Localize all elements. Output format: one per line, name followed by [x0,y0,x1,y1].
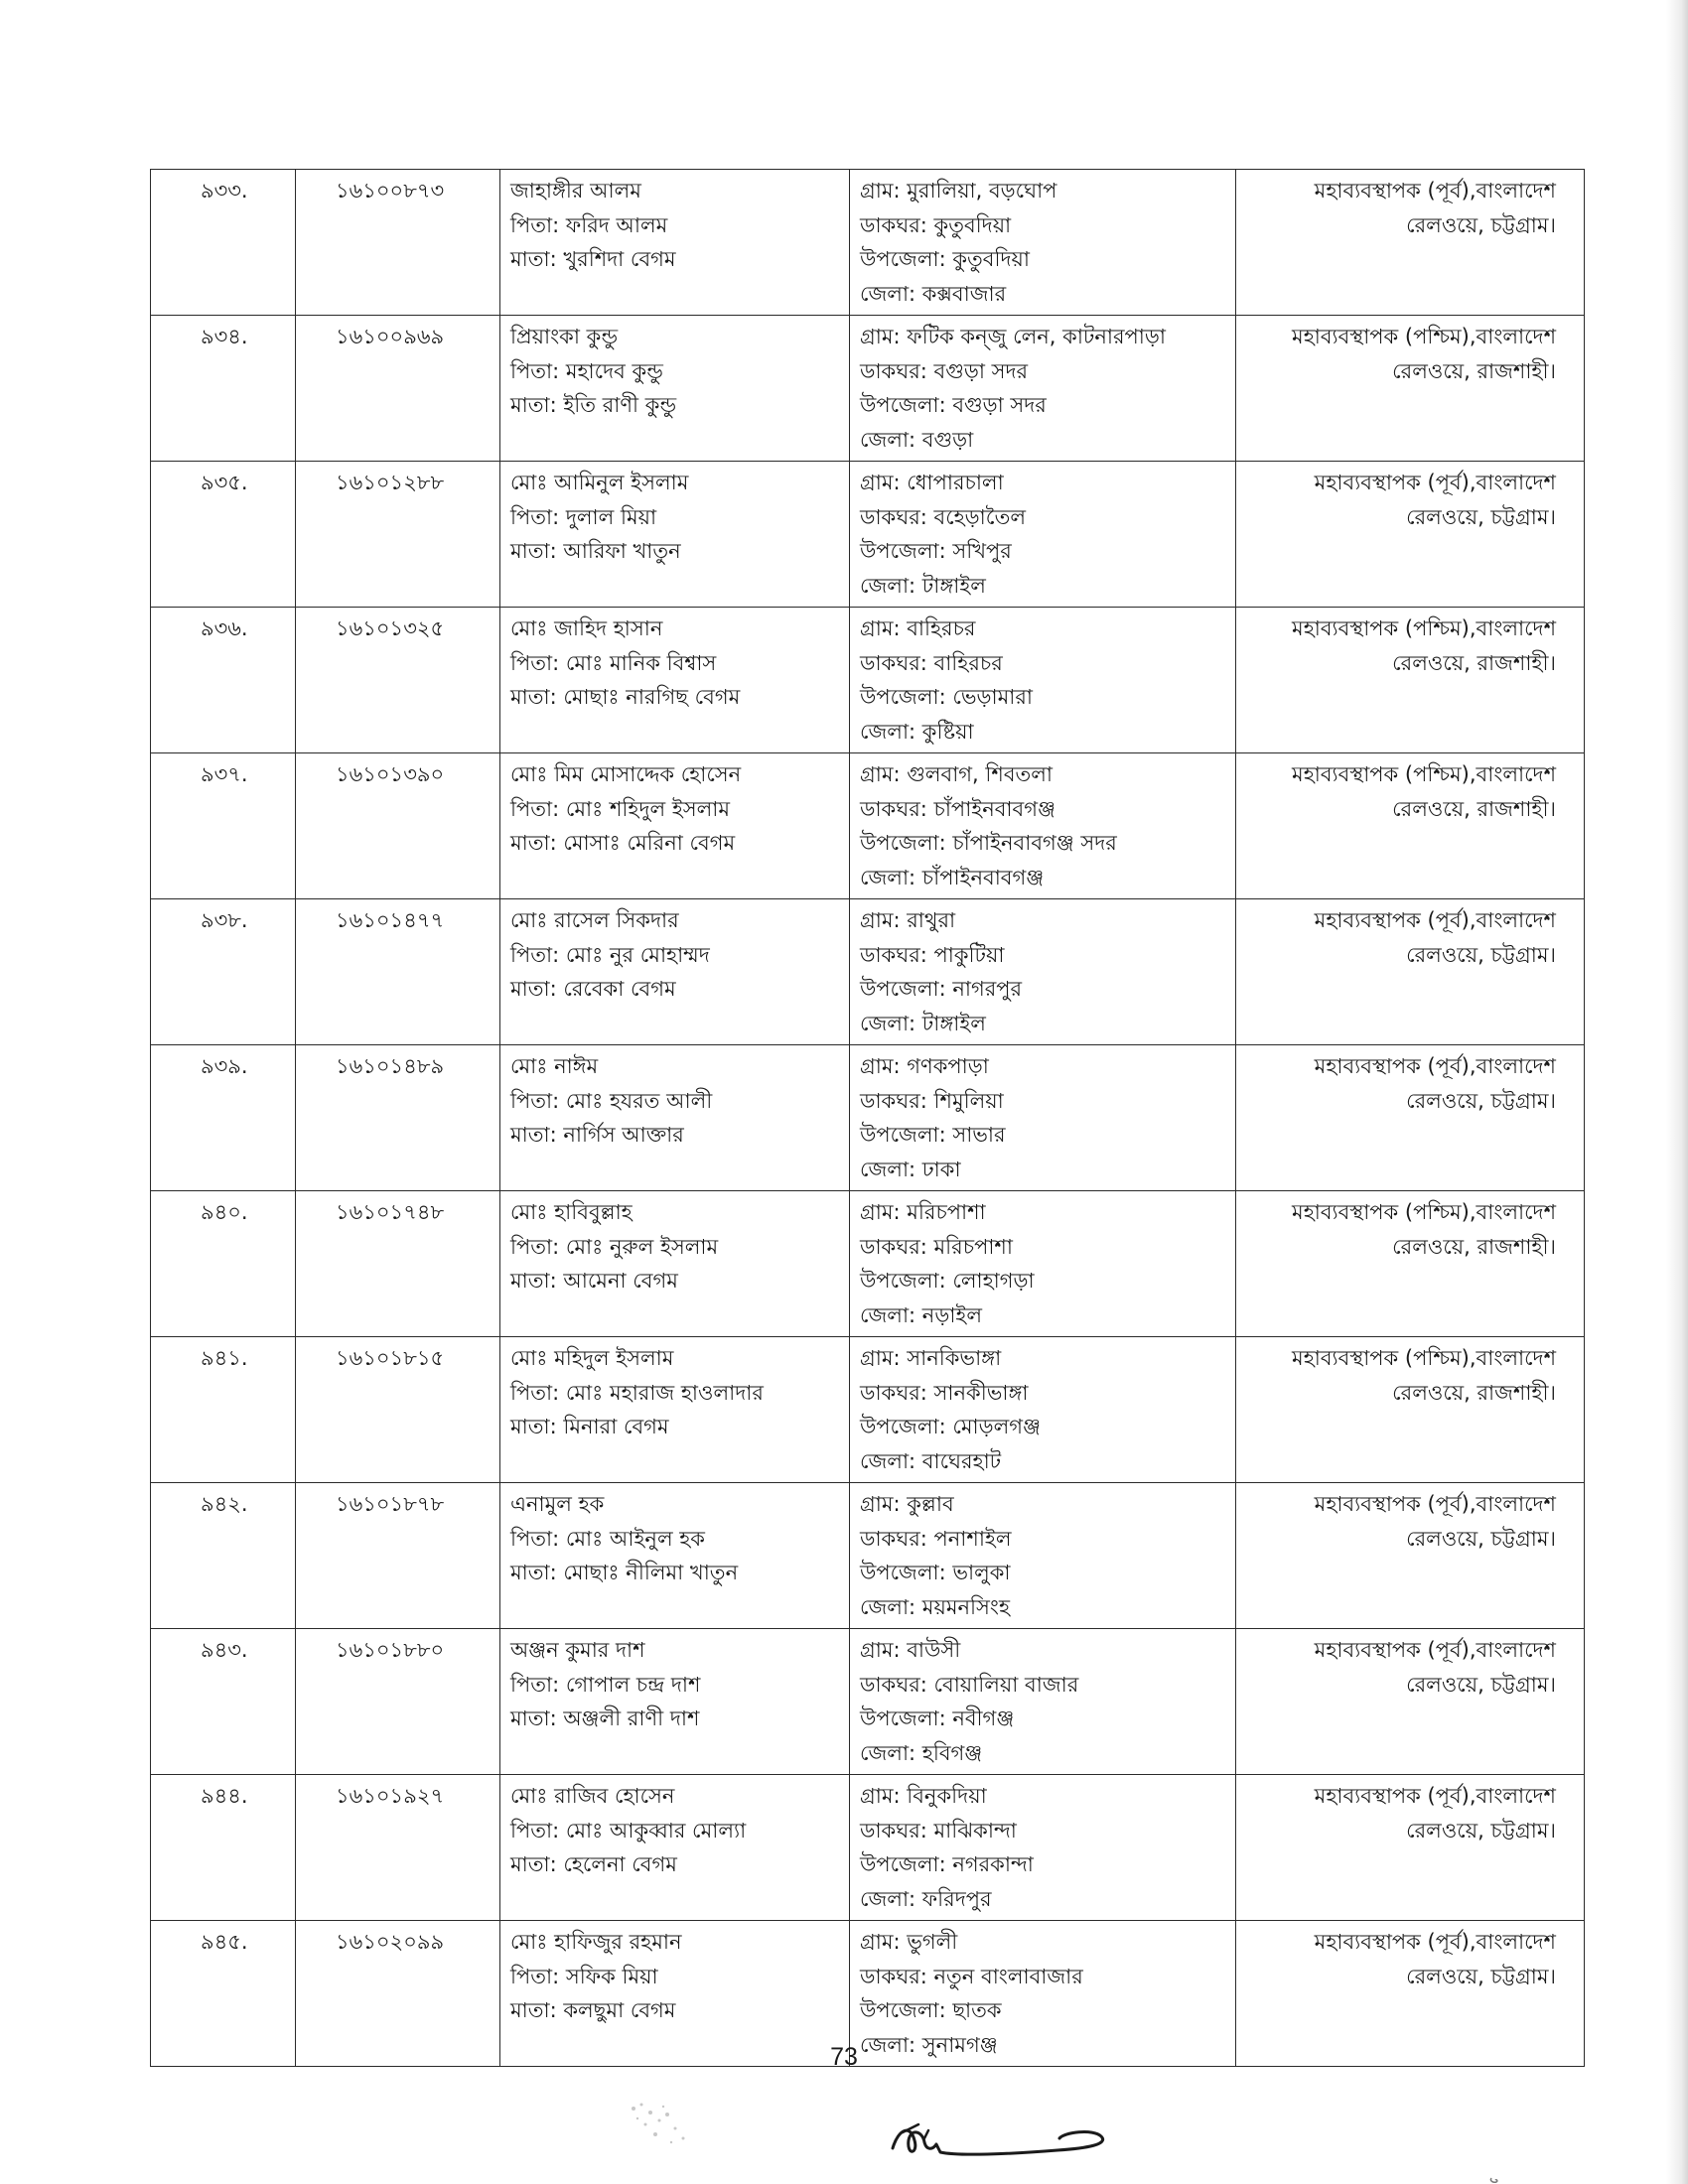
office-cell [1236,753,1585,899]
candidate-name: মোঃ মিম মোসাদ্দেক হোসেন [510,762,742,786]
office-line-1: মহাব্যবস্থাপক (পশ্চিম),বাংলাদেশ [1292,616,1556,640]
roll-cell [296,462,500,608]
person-cell [500,1775,850,1921]
serial-number: ৯৩৮. [201,908,248,932]
office-line-1: মহাব্যবস্থাপক (পশ্চিম),বাংলাদেশ [1292,325,1556,348]
serial-number: ৯৩৬. [201,616,248,640]
address-post-office: ডাকঘর: পাকুটিয়া [860,942,1005,967]
serial-number: ৯৩৯. [201,1054,248,1078]
table-row [151,1337,1585,1483]
person-cell [500,1629,850,1775]
address-post-office: ডাকঘর: শিমুলিয়া [860,1088,1004,1113]
office-line-2: রেলওয়ে, চট্টগ্রাম। [1406,1088,1556,1113]
table-row [151,899,1585,1045]
serial-number: ৯৩৭. [201,762,248,786]
office-line-2: রেলওয়ে, চট্টগ্রাম। [1406,504,1556,529]
address-upazila: উপজেলা: ভেড়ামারা [860,685,1033,709]
address-cell [850,1629,1236,1775]
candidate-name: মোঃ জাহিদ হাসান [510,616,663,640]
father-name: পিতা: মোঃ মানিক বিশ্বাস [510,650,717,675]
table-row [151,753,1585,899]
candidate-name: প্রিয়াংকা কুন্ডু [510,325,619,348]
mother-name: মাতা: কলছুমা বেগম [510,1998,676,2022]
father-name: পিতা: দুলাল মিয়া [510,504,657,529]
serial-cell [151,1191,296,1337]
address-cell [850,1337,1236,1483]
address-post-office: ডাকঘর: বহেড়াতৈল [860,504,1026,529]
address-village: গ্রাম: বাউসী [860,1638,961,1662]
address-district: জেলা: ফরিদপুর [860,1886,992,1911]
address-post-office: ডাকঘর: নতুন বাংলাবাজার [860,1964,1083,1988]
mother-name: মাতা: নার্গিস আক্তার [510,1123,684,1147]
address-district: জেলা: ময়মনসিংহ [860,1594,1010,1619]
roll-number: ১৬১০১৯২৭ [336,1784,445,1808]
office-cell [1236,899,1585,1045]
address-cell [850,1191,1236,1337]
mother-name: মাতা: মোছাঃ নারগিছ বেগম [510,685,741,709]
address-cell [850,170,1236,316]
roll-number: ১৬১০১৮৮০ [336,1638,445,1662]
candidate-name: মোঃ হাফিজুর রহমান [510,1930,682,1954]
address-district: জেলা: বগুড়া [860,427,974,452]
address-district: জেলা: কক্সবাজার [860,281,1007,306]
person-cell [500,170,850,316]
person-cell [500,1045,850,1191]
office-line-2: রেলওয়ে, চট্টগ্রাম। [1406,1526,1556,1551]
roll-number: ১৬১০১৩২৫ [336,616,445,640]
candidate-list-table [150,169,1585,2067]
address-district: জেলা: সুনামগঞ্জ [860,2032,998,2057]
address-upazila: উপজেলা: চাঁপাইনবাবগঞ্জ সদর [860,831,1117,855]
serial-number: ৯৪৫. [201,1930,248,1954]
address-cell [850,462,1236,608]
father-name: পিতা: মোঃ নুরুল ইসলাম [510,1234,719,1259]
address-village: গ্রাম: মরিচপাশা [860,1200,986,1224]
candidate-name: অঞ্জন কুমার দাশ [510,1638,645,1662]
table-row [151,1629,1585,1775]
office-line-2: রেলওয়ে, চট্টগ্রাম। [1406,1964,1556,1988]
mother-name: মাতা: মিনারা বেগম [510,1415,669,1438]
address-cell [850,1775,1236,1921]
candidate-name: মোঃ রাসেল সিকদার [510,908,679,932]
office-line-1: মহাব্যবস্থাপক (পূর্ব),বাংলাদেশ [1314,179,1556,203]
office-line-2: রেলওয়ে, রাজশাহী। [1392,358,1556,383]
father-name: পিতা: মোঃ নুর মোহাম্মদ [510,942,710,967]
faint-stamp-mark [616,2095,705,2154]
mother-name: মাতা: মোসাঃ মেরিনা বেগম [510,831,736,855]
address-village: গ্রাম: বিনুকদিয়া [860,1784,987,1808]
mother-name: মাতা: খুরশিদা বেগম [510,247,676,271]
roll-number: ১৬১০১২৮৮ [336,471,445,494]
office-line-2: রেলওয়ে, রাজশাহী। [1392,650,1556,675]
table-row [151,316,1585,462]
office-cell [1236,1629,1585,1775]
father-name: পিতা: মোঃ আকুব্বার মোল্যা [510,1818,747,1843]
person-cell [500,1337,850,1483]
address-district: জেলা: নড়াইল [860,1302,982,1327]
mother-name: মাতা: অঞ্জলী রাণী দাশ [510,1706,700,1730]
office-line-1: মহাব্যবস্থাপক (পূর্ব),বাংলাদেশ [1314,908,1556,932]
address-upazila: উপজেলা: সাভার [860,1123,1006,1147]
father-name: পিতা: সফিক মিয়া [510,1964,658,1988]
serial-number: ৯৪৩. [201,1638,248,1662]
address-post-office: ডাকঘর: বগুড়া সদর [860,358,1029,383]
address-village: গ্রাম: কুল্লাব [860,1492,954,1516]
address-post-office: ডাকঘর: কুতুবদিয়া [860,212,1012,237]
address-upazila: উপজেলা: কুতুবদিয়া [860,247,1030,271]
roll-cell [296,316,500,462]
address-village: গ্রাম: গণকপাড়া [860,1054,989,1078]
office-line-1: মহাব্যবস্থাপক (পশ্চিম),বাংলাদেশ [1292,762,1556,786]
serial-cell [151,170,296,316]
address-cell [850,753,1236,899]
candidate-list-body [151,170,1585,2067]
office-cell [1236,170,1585,316]
table-row [151,1483,1585,1629]
roll-number: ১৬১০১৮৭৮ [336,1492,445,1516]
roll-cell [296,899,500,1045]
father-name: পিতা: মোঃ শহিদুল ইসলাম [510,796,731,821]
table-row [151,1191,1585,1337]
roll-cell [296,1483,500,1629]
address-upazila: উপজেলা: নবীগঞ্জ [860,1706,1015,1730]
address-upazila: উপজেলা: মোড়লগঞ্জ [860,1415,1041,1438]
office-line-1: মহাব্যবস্থাপক (পশ্চিম),বাংলাদেশ [1292,1200,1556,1224]
table-row [151,462,1585,608]
address-district: জেলা: কুষ্টিয়া [860,719,974,744]
address-cell [850,899,1236,1045]
office-line-2: রেলওয়ে, রাজশাহী। [1392,796,1556,821]
address-upazila: উপজেলা: সখিপুর [860,539,1012,563]
address-upazila: উপজেলা: ভালুকা [860,1561,1011,1584]
mother-name: মাতা: হেলেনা বেগম [510,1852,677,1876]
candidate-name: জাহাঙ্গীর আলম [510,179,641,203]
address-cell [850,1483,1236,1629]
mother-name: মাতা: মোছাঃ নীলিমা খাতুন [510,1561,739,1584]
serial-cell [151,1483,296,1629]
address-district: জেলা: টাঙ্গাইল [860,1011,986,1035]
office-line-1: মহাব্যবস্থাপক (পূর্ব),বাংলাদেশ [1314,1492,1556,1516]
address-post-office: ডাকঘর: বাহিরচর [860,650,1003,675]
address-village: গ্রাম: রাথুরা [860,908,956,932]
signature [889,2111,1127,2170]
corner-scribble [1487,2176,1507,2184]
person-cell [500,753,850,899]
serial-number: ৯৪১. [201,1346,248,1370]
serial-cell [151,899,296,1045]
address-village: গ্রাম: ফটিক কন্জু লেন, কাটনারপাড়া [860,325,1166,348]
roll-cell [296,1337,500,1483]
office-cell [1236,1483,1585,1629]
office-line-2: রেলওয়ে, চট্টগ্রাম। [1406,942,1556,967]
serial-cell [151,1337,296,1483]
office-line-1: মহাব্যবস্থাপক (পূর্ব),বাংলাদেশ [1314,1054,1556,1078]
serial-cell [151,462,296,608]
candidate-name: মোঃ নাঈম [510,1054,599,1078]
father-name: পিতা: মোঃ আইনুল হক [510,1526,706,1551]
person-cell [500,1483,850,1629]
address-district: জেলা: চাঁপাইনবাবগঞ্জ [860,865,1045,889]
address-village: গ্রাম: সানকিভাঙ্গা [860,1346,1002,1370]
address-post-office: ডাকঘর: সানকীভাঙ্গা [860,1380,1029,1405]
serial-cell [151,1045,296,1191]
office-line-2: রেলওয়ে, চট্টগ্রাম। [1406,212,1556,237]
serial-cell [151,1629,296,1775]
office-cell [1236,608,1585,753]
table-row [151,1045,1585,1191]
serial-number: ৯৩৫. [201,471,248,494]
roll-number: ১৬১০১৭৪৮ [336,1200,445,1224]
address-cell [850,316,1236,462]
serial-cell [151,753,296,899]
page-number: 73 [830,2043,858,2071]
office-line-2: রেলওয়ে, চট্টগ্রাম। [1406,1818,1556,1843]
mother-name: মাতা: রেবেকা বেগম [510,977,676,1001]
address-district: জেলা: বাঘেরহাট [860,1448,1002,1473]
father-name: পিতা: মহাদেব কুন্ডু [510,358,663,383]
office-line-1: মহাব্যবস্থাপক (পূর্ব),বাংলাদেশ [1314,1930,1556,1954]
office-cell [1236,1337,1585,1483]
roll-number: ১৬১০০৯৬৯ [336,325,445,348]
mother-name: মাতা: আরিফা খাতুন [510,539,681,563]
address-post-office: ডাকঘর: বোয়ালিয়া বাজার [860,1672,1079,1697]
roll-number: ১৬১০১৩৯০ [336,762,445,786]
office-cell [1236,316,1585,462]
roll-number: ১৬১০১৪৮৯ [336,1054,445,1078]
office-line-2: রেলওয়ে, রাজশাহী। [1392,1380,1556,1405]
roll-number: ১৬১০২০৯৯ [336,1930,445,1954]
person-cell [500,1191,850,1337]
roll-number: ১৬১০১৮১৫ [336,1346,445,1370]
roll-cell [296,1191,500,1337]
page-edge-shadow [1666,0,1688,2184]
father-name: পিতা: মোঃ মহারাজ হাওলাদার [510,1380,764,1405]
office-cell [1236,1775,1585,1921]
father-name: পিতা: গোপাল চন্দ্র দাশ [510,1672,701,1697]
table-row [151,608,1585,753]
address-village: গ্রাম: বাহিরচর [860,616,976,640]
office-line-1: মহাব্যবস্থাপক (পূর্ব),বাংলাদেশ [1314,1638,1556,1662]
office-cell [1236,462,1585,608]
address-village: গ্রাম: ধোপারচালা [860,471,1004,494]
address-post-office: ডাকঘর: পনাশাইল [860,1526,1012,1551]
office-cell [1236,1045,1585,1191]
address-village: গ্রাম: গুলবাগ, শিবতলা [860,762,1054,786]
roll-number: ১৬১০১৪৭৭ [336,908,445,932]
address-upazila: উপজেলা: নগরকান্দা [860,1852,1034,1876]
office-line-2: রেলওয়ে, চট্টগ্রাম। [1406,1672,1556,1697]
roll-cell [296,608,500,753]
serial-number: ৯৩৪. [201,325,248,348]
father-name: পিতা: ফরিদ আলম [510,212,668,237]
office-line-1: মহাব্যবস্থাপক (পূর্ব),বাংলাদেশ [1314,1784,1556,1808]
address-district: জেলা: ঢাকা [860,1157,961,1181]
roll-cell [296,1775,500,1921]
mother-name: মাতা: ইতি রাণী কুন্ডু [510,393,677,417]
table-row [151,1775,1585,1921]
father-name: পিতা: মোঃ হযরত আলী [510,1088,713,1113]
address-village: গ্রাম: ভুগলী [860,1930,958,1954]
address-upazila: উপজেলা: নাগরপুর [860,977,1023,1001]
candidate-name: মোঃ আমিনুল ইসলাম [510,471,689,494]
address-upazila: উপজেলা: ছাতক [860,1998,1002,2022]
serial-cell [151,608,296,753]
address-cell [850,1045,1236,1191]
roll-cell [296,1045,500,1191]
address-upazila: উপজেলা: লোহাগড়া [860,1269,1035,1293]
serial-number: ৯৩৩. [201,179,248,203]
roll-cell [296,1629,500,1775]
mother-name: মাতা: আমেনা বেগম [510,1269,678,1293]
address-post-office: ডাকঘর: মরিচপাশা [860,1234,1013,1259]
serial-number: ৯৪২. [201,1492,248,1516]
address-village: গ্রাম: মুরালিয়া, বড়ঘোপ [860,179,1057,203]
candidate-name: মোঃ হাবিবুল্লাহ [510,1200,633,1224]
roll-cell [296,753,500,899]
table-row [151,170,1585,316]
serial-number: ৯৪৪. [201,1784,248,1808]
address-post-office: ডাকঘর: মাঝিকান্দা [860,1818,1017,1843]
office-line-1: মহাব্যবস্থাপক (পূর্ব),বাংলাদেশ [1314,471,1556,494]
office-line-2: রেলওয়ে, রাজশাহী। [1392,1234,1556,1259]
person-cell [500,316,850,462]
address-district: জেলা: টাঙ্গাইল [860,573,986,598]
person-cell [500,462,850,608]
address-cell [850,608,1236,753]
candidate-name: মোঃ মহিদুল ইসলাম [510,1346,674,1370]
roll-cell [296,170,500,316]
address-district: জেলা: হবিগঞ্জ [860,1740,983,1765]
office-line-1: মহাব্যবস্থাপক (পশ্চিম),বাংলাদেশ [1292,1346,1556,1370]
candidate-name: মোঃ রাজিব হোসেন [510,1784,675,1808]
serial-cell [151,316,296,462]
person-cell [500,608,850,753]
serial-number: ৯৪০. [201,1200,248,1224]
person-cell [500,899,850,1045]
candidate-name: এনামুল হক [510,1492,605,1516]
address-upazila: উপজেলা: বগুড়া সদর [860,393,1047,417]
address-post-office: ডাকঘর: চাঁপাইনবাবগঞ্জ [860,796,1055,821]
office-cell [1236,1191,1585,1337]
roll-number: ১৬১০০৮৭৩ [336,179,445,203]
serial-cell [151,1775,296,1921]
